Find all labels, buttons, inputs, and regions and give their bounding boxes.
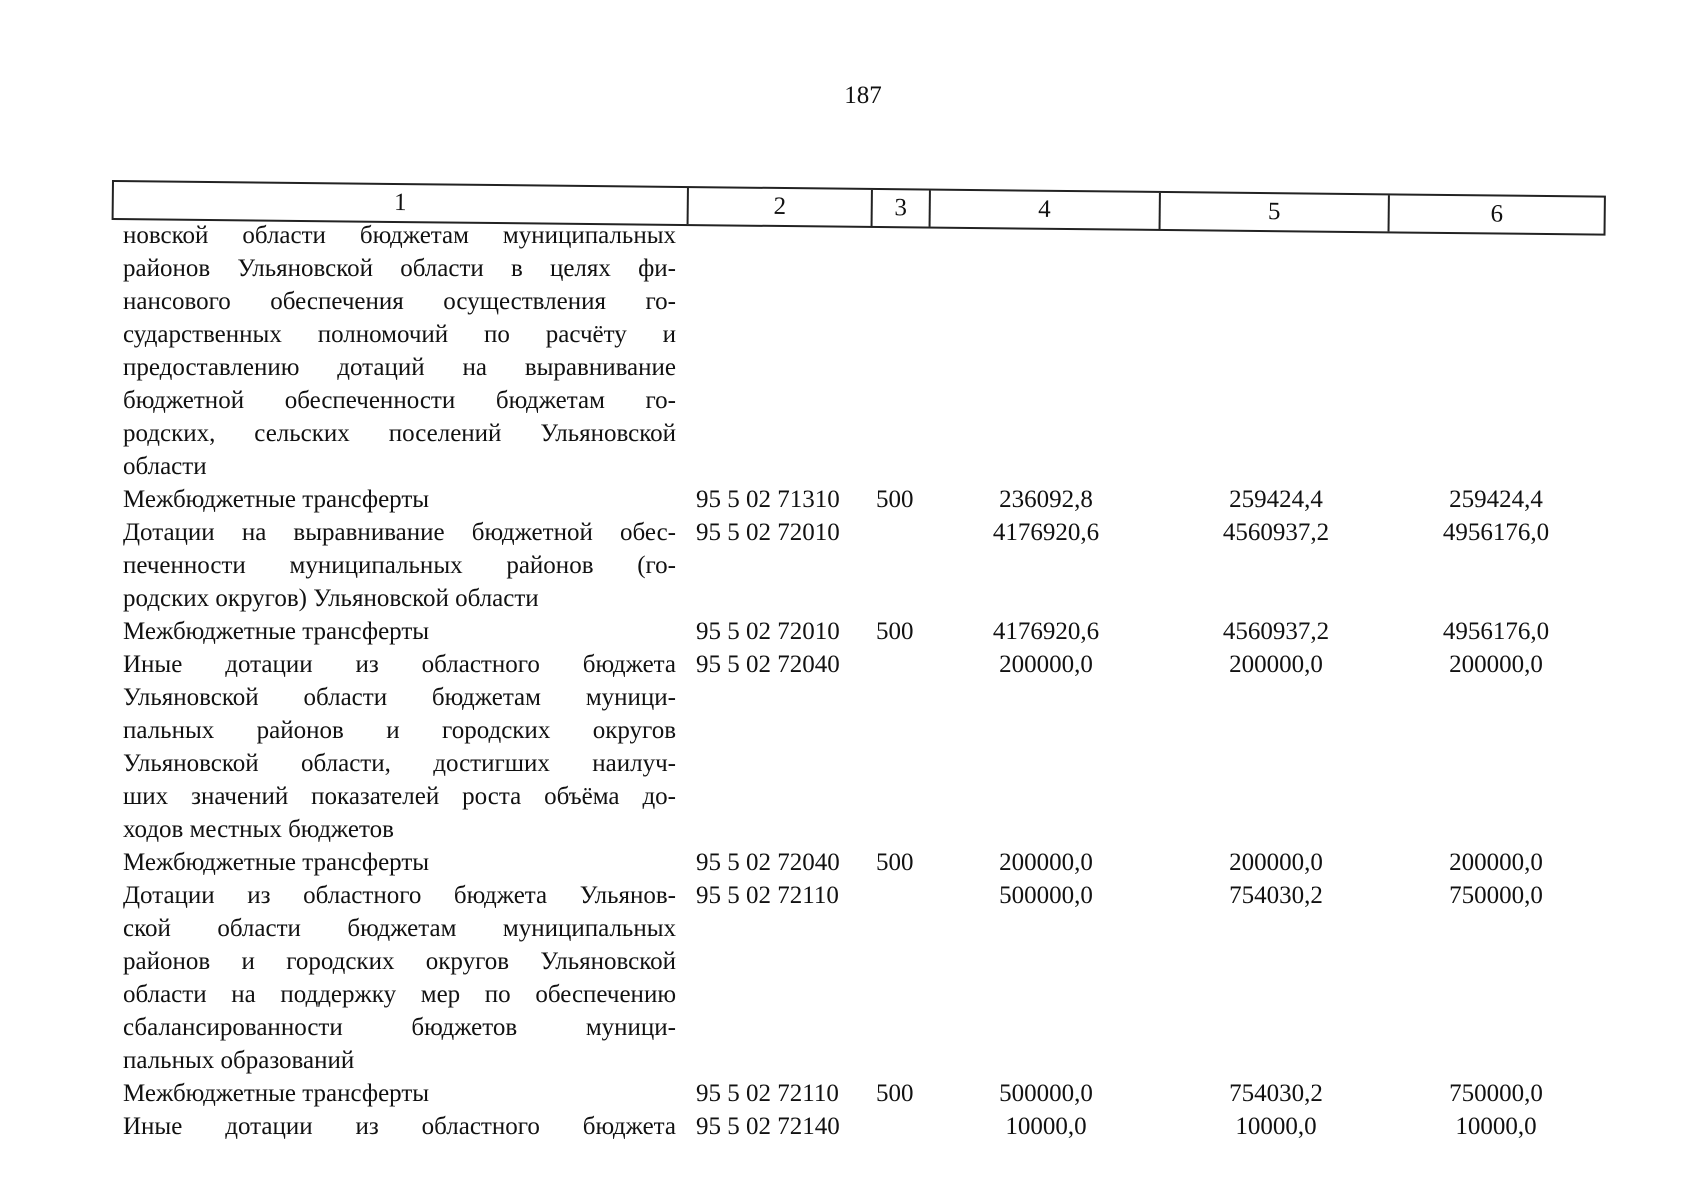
description-line: районов Ульяновской области в целях фи- [123,255,676,282]
description-line: районов и городских округов Ульяновской [123,948,676,975]
row-expense-type [876,1110,931,1143]
row-code: 95 5 02 72140 [696,1113,840,1140]
row-expense-type [876,879,931,1077]
row-value-col4: 200000,0 [999,849,1093,876]
row-value-col6: 750000,0 [1449,882,1543,909]
row-value-col5: 4560937,2 [1222,618,1330,645]
row-value-col5: 10000,0 [1235,1113,1317,1140]
row-code: 95 5 02 72010 [696,519,840,546]
row-expense-type [876,648,931,846]
table-row [123,1077,1623,1110]
page-number: 187 [844,82,882,109]
row-description [123,483,676,516]
row-description [123,1077,676,1110]
row-value-col6: 10000,0 [1455,1113,1537,1140]
table-row [123,615,1623,648]
description-line: Ульяновской области бюджетам муници- [123,684,676,711]
row-value-col4: 500000,0 [999,1080,1093,1107]
row-description [123,648,676,846]
row-code: 95 5 02 72040 [696,651,840,678]
row-value-col6 [1391,219,1601,483]
row-expense-type: 500 [876,486,914,513]
description-line: родских, сельских поселений Ульяновской [123,420,676,447]
row-code: 95 5 02 72040 [696,849,840,876]
description-line: нансового обеспечения осуществления го- [123,288,676,315]
description-line: Иные дотации из областного бюджета [123,1113,676,1140]
row-value-col5: 200000,0 [1229,651,1323,678]
row-code: 95 5 02 71310 [696,486,840,513]
description-line: предоставлению дотаций на выравнивание [123,354,676,381]
row-value-col6: 4956176,0 [1442,618,1550,645]
row-expense-type [876,219,931,483]
row-description [123,615,676,648]
description-line: сбалансированности бюджетов муници- [123,1014,676,1041]
description-line: Дотации из областного бюджета Ульянов- [123,882,676,909]
description-line: пальных образований [123,1047,355,1074]
description-line: печенности муниципальных районов (го- [123,552,676,579]
row-expense-type: 500 [876,1080,914,1107]
row-description [123,219,676,483]
row-value-col4 [931,219,1161,483]
row-expense-type [876,516,931,615]
table-row [123,846,1623,879]
header-col-1: 1 [114,182,690,224]
description-line: области на поддержку мер по обеспечению [123,981,676,1008]
row-code [676,219,876,483]
row-expense-type: 500 [876,849,914,876]
description-line: родских округов) Ульяновской области [123,585,539,612]
row-value-col5: 754030,2 [1229,882,1323,909]
description-line: пальных районов и городских округов [123,717,676,744]
header-col-2: 2 [689,188,873,226]
table-row [123,219,1623,483]
row-expense-type: 500 [876,618,914,645]
row-value-col6: 259424,4 [1449,486,1543,513]
row-description [123,846,676,879]
description-line: Межбюджетные трансферты [123,486,430,513]
row-value-col5: 259424,4 [1229,486,1323,513]
row-value-col5 [1161,219,1391,483]
description-line: ской области бюджетам муниципальных [123,915,676,942]
table-row [123,483,1623,516]
row-value-col6: 200000,0 [1449,651,1543,678]
table-row [123,879,1623,1077]
row-description [123,516,676,615]
description-line: сударственных полномочий по расчёту и [123,321,676,348]
description-line: Межбюджетные трансферты [123,618,430,645]
row-description [123,1110,676,1143]
description-line: Дотации на выравнивание бюджетной обес- [123,519,676,546]
row-value-col6: 4956176,0 [1442,519,1550,546]
row-value-col4: 4176920,6 [992,618,1100,645]
description-line: Ульяновской области, достигших наилуч- [123,750,676,777]
description-line: Иные дотации из областного бюджета [123,651,676,678]
description-line: Межбюджетные трансферты [123,849,430,876]
row-code: 95 5 02 72110 [696,882,839,909]
header-col-4: 4 [930,191,1160,229]
table-row [123,648,1623,846]
row-value-col4: 500000,0 [999,882,1093,909]
header-col-5: 5 [1160,193,1390,231]
row-value-col4: 10000,0 [1005,1113,1087,1140]
header-col-3: 3 [873,190,931,227]
row-code: 95 5 02 72010 [696,618,840,645]
row-value-col6: 750000,0 [1449,1080,1543,1107]
description-line: области [123,453,207,480]
description-line: Межбюджетные трансферты [123,1080,430,1107]
description-line: бюджетной обеспеченности бюджетам го- [123,387,676,414]
table-row [123,1110,1623,1143]
table-body [123,219,1623,1143]
description-line: ходов местных бюджетов [123,816,394,843]
row-value-col4: 4176920,6 [992,519,1100,546]
row-value-col5: 4560937,2 [1222,519,1330,546]
row-description [123,879,676,1077]
row-value-col6: 200000,0 [1449,849,1543,876]
row-code: 95 5 02 72110 [696,1080,839,1107]
row-value-col4: 200000,0 [999,651,1093,678]
table-row [123,516,1623,615]
description-line: новской области бюджетам муниципальных [123,222,676,249]
row-value-col5: 200000,0 [1229,849,1323,876]
header-col-6: 6 [1490,200,1504,228]
description-line: ших значений показателей роста объёма до- [123,783,676,810]
row-value-col4: 236092,8 [999,486,1093,513]
row-value-col5: 754030,2 [1229,1080,1323,1107]
